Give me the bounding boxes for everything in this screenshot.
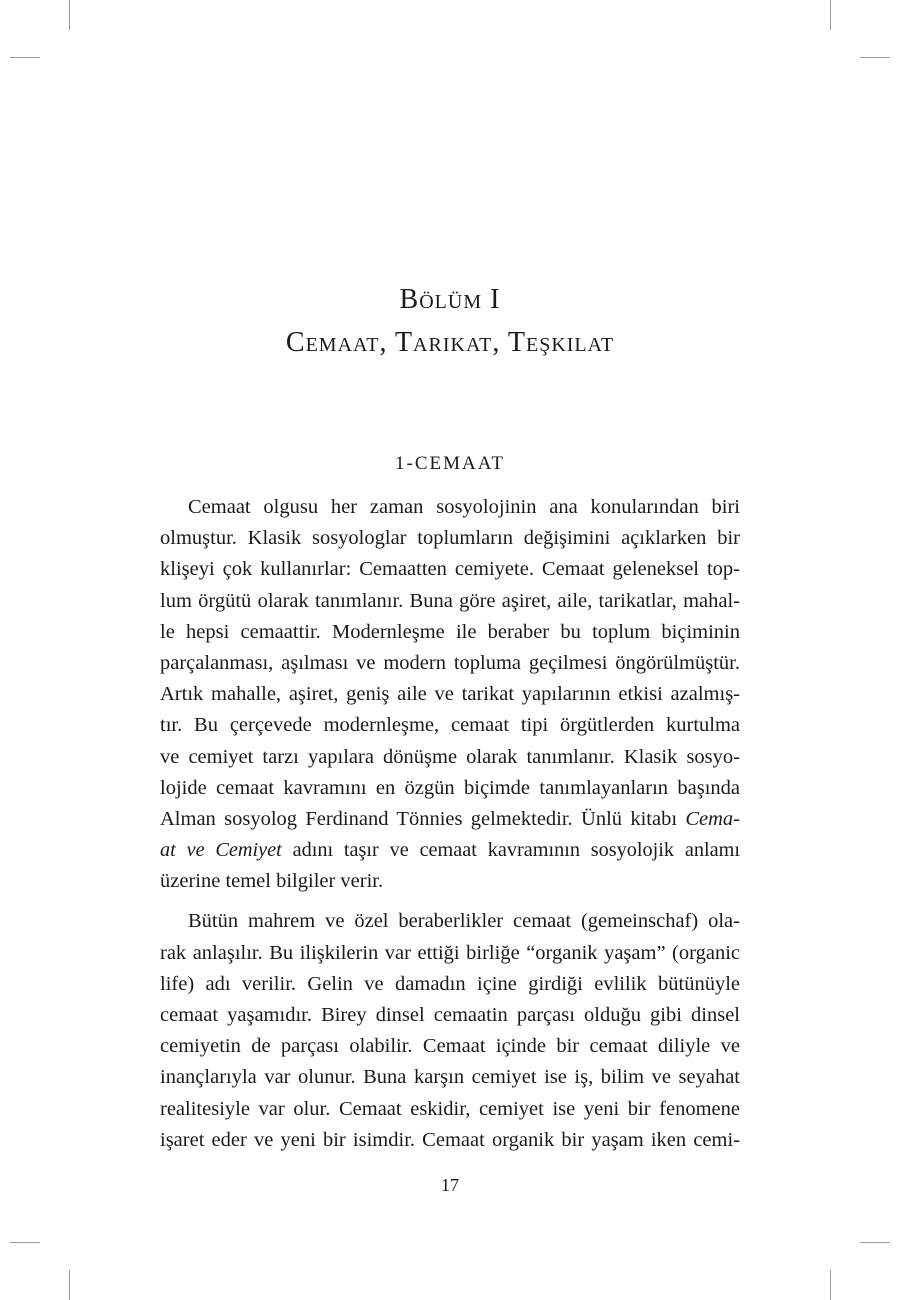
book-title-part-2: at ve Cemiyet [160,839,282,862]
text-line: Cemaat olgusu her zaman sosyolojinin ana konularından biri [188,496,740,518]
crop-mark-left-top [10,57,40,58]
text-line [160,804,740,835]
text-line: cemaat yaşamıdır. Birey dinsel cemaatin parçası olduğu gibi dinsel [160,1004,740,1026]
text-line: klişeyi çok kullanırlar: Cemaatten cemiyete. Cemaat geleneksel top- [160,558,740,581]
text-line: ve cemiyet tarzı yapılara dönüşme olarak tanımlanır. Klasik sosyo- [160,745,740,768]
chapter-label: Bölüm I [399,284,501,315]
text-line: olmuştur. Klasik sosyologlar toplumların değişimini açıklarken bir [160,527,740,550]
text-run: adını taşır ve cemaat kavramının sosyolojik anlamı [281,839,740,862]
body-text [160,492,740,1156]
crop-mark-right-bottom [860,1242,890,1243]
crop-mark-top-right [830,0,831,30]
paragraph [160,492,740,897]
section-title: 1-CEMAAT [395,453,505,474]
text-line: inançlarıyla var olunur. Buna karşın cemiyet ise iş, bilim ve seyahat [160,1066,740,1089]
text-line [160,835,740,866]
chapter-title: Cemaat, Tarikat, Teşkilat [285,327,615,358]
text-line: tır. Bu çerçevede modernleşme, cemaat tipi örgütlerden kurtulma [160,714,740,737]
text-line: cemiyetin de parçası olabilir. Cemaat içinde bir cemaat diliyle ve [160,1035,740,1058]
text-line: life) adı verilir. Gelin ve damadın içine girdiği evlilik bütünüyle [160,972,740,995]
crop-mark-left-bottom [10,1242,40,1243]
crop-mark-bottom-right [830,1270,831,1300]
text-line: üzerine temel bilgiler verir. [160,870,384,893]
text-line: işaret eder ve yeni bir isimdir. Cemaat organik bir yaşam iken cemi- [160,1128,740,1151]
book-title-part-1: Cema- [685,807,740,830]
crop-mark-right-top [860,57,890,58]
text-line: lojide cemaat kavramını en özgün biçimde tanımlayanların başında [160,776,740,799]
crop-mark-top-left [69,0,70,30]
text-line: Bütün mahrem ve özel beraberlikler cemaat (gemeinschaf) ola- [188,910,740,933]
text-line: le hepsi cemaattir. Modernleşme ile beraber bu toplum biçiminin [160,620,740,643]
text-line: parçalanması, aşılması ve modern topluma geçilmesi öngörülmüştür. [160,651,740,674]
paragraph [160,906,740,1156]
text-line: realitesiyle var olur. Cemaat eskidir, cemiyet ise yeni bir fenomene [160,1097,740,1120]
text-line: lum örgütü olarak tanımlanır. Buna göre aşiret, aile, tarikatlar, mahal- [160,589,740,612]
page-number: 17 [441,1175,459,1195]
text-run: Alman sosyolog Ferdinand Tönnies gelmektedir. Ünlü kitabı [160,807,686,830]
text-line: rak anlaşılır. Bu ilişkilerin var ettiği birliğe “organik yaşam” (organic [160,941,740,964]
text-line: Artık mahalle, aşiret, geniş aile ve tarikat yapılarının etkisi azalmış- [160,683,740,706]
crop-mark-bottom-left [69,1270,70,1300]
